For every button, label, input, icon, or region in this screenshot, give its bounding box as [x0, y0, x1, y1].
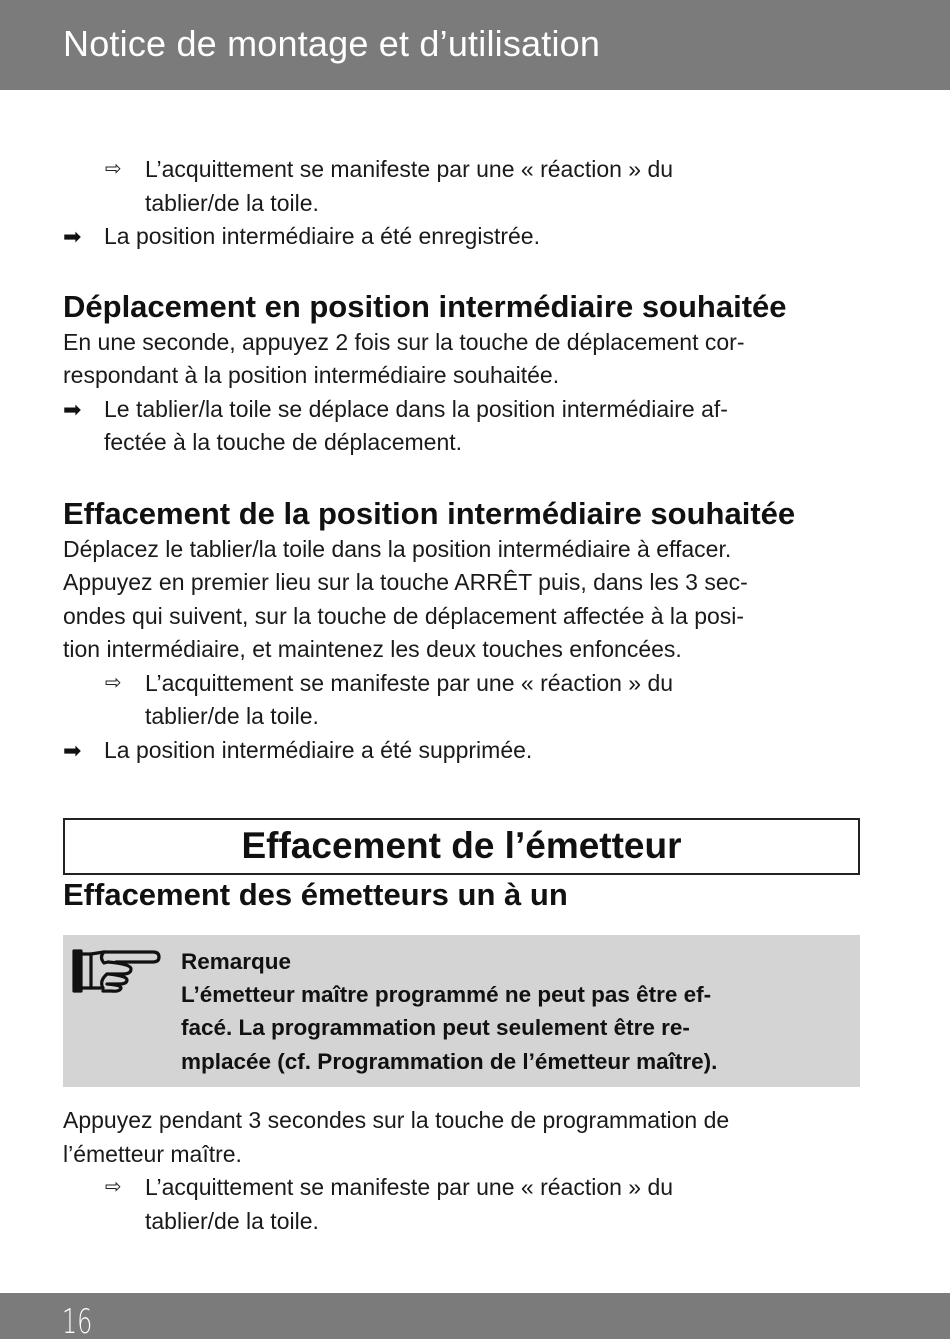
solid-arrow-icon: ➡: [63, 737, 82, 763]
solid-arrow-icon: ➡: [63, 224, 82, 249]
hollow-arrow-icon: ⇨: [105, 158, 122, 180]
document-title: Notice de montage et d’utilisation: [63, 23, 601, 64]
acknowledgement-step: ⇨ L’acquittement se manifeste par une « réaction » du tablier/de la toile.: [63, 667, 863, 734]
footer-bar: [0, 1293, 950, 1339]
section-heading-one-by-one: Effacement des émetteurs un à un: [63, 877, 568, 912]
section-heading-move: Déplacement en position intermédiaire souhaitée: [63, 288, 787, 324]
instruction-text: Déplacez le tablier/la toile dans la position intermédiaire à effacer. Appuyez en premier lieu sur la touche ARRÊT puis, dans les 3 sec- ondes qui suivent, sur la touche de déplacement affectée à la posi- tion intermédiaire, et maintenez les deux touches enfoncées.: [63, 535, 748, 662]
result-step: ➡ Le tablier/la toile se déplace dans la position intermédiaire af- fectée à la touche de déplacement.: [63, 393, 863, 460]
acknowledgement-step: ⇨ L’acquittement se manifeste par une « réaction » du tablier/de la toile.: [63, 153, 863, 220]
hollow-arrow-icon: ⇨: [105, 1176, 122, 1198]
acknowledgement-step: ⇨ L’acquittement se manifeste par une « réaction » du tablier/de la toile.: [63, 1171, 863, 1238]
instruction-text: En une seconde, appuyez 2 fois sur la touche de déplacement cor- respondant à la position intermédiaire souhaitée.: [63, 328, 745, 388]
note-box: Remarque L’émetteur maître programmé ne peut pas être ef- facé. La programmation peut seulement être re- mplacée (cf. Programmation de l’émetteur maître).: [63, 935, 860, 1087]
instruction-text: Appuyez pendant 3 secondes sur la touche de programmation de l’émetteur maître.: [63, 1107, 730, 1167]
page-number: 16: [62, 1302, 93, 1342]
chapter-title: Effacement de l’émetteur: [63, 818, 860, 875]
hollow-arrow-icon: ⇨: [105, 671, 122, 694]
note-label: Remarque: [181, 949, 292, 974]
result-step: ➡ La position intermédiaire a été enregistrée.: [63, 220, 863, 254]
result-step: ➡ La position intermédiaire a été supprimée.: [63, 734, 863, 768]
solid-arrow-icon: ➡: [63, 396, 82, 422]
page-content: [63, 153, 863, 1238]
pointing-hand-icon: [71, 947, 161, 995]
section-heading-delete-position: Effacement de la position intermédiaire souhaitée: [63, 495, 796, 531]
